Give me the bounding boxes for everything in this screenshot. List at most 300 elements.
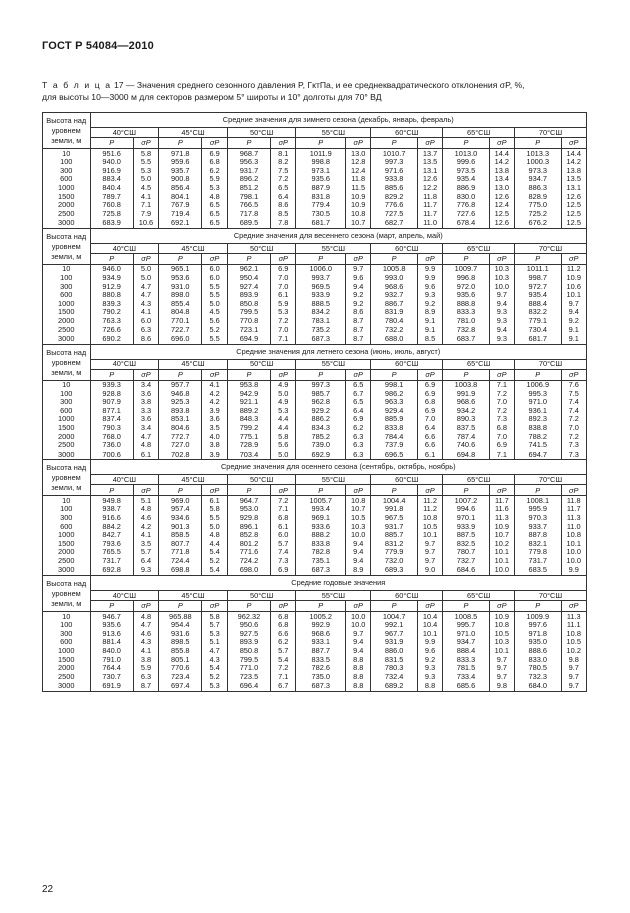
sigma-value: 5.1 [133, 496, 158, 505]
pressure-value: 683.5 [515, 565, 561, 576]
sigma-value: 7.1 [133, 201, 158, 210]
sigma-value: 7.3 [561, 449, 587, 460]
sigma-value: 7.8 [271, 218, 296, 229]
sigma-value: 5.0 [202, 299, 227, 308]
sigma-value: 10.1 [417, 531, 442, 540]
sigma-value: 9.6 [346, 273, 371, 282]
param-sigma-header: σP [561, 485, 587, 496]
pressure-value: 724.4 [159, 556, 202, 565]
sigma-value: 10.8 [346, 496, 371, 505]
pressure-value: 696.0 [159, 334, 202, 345]
latitude-header-row [43, 359, 587, 369]
sigma-value: 6.3 [346, 449, 371, 460]
latitude-header-row [43, 243, 587, 253]
sigma-value: 9.4 [346, 638, 371, 647]
pressure-value: 839.3 [90, 299, 133, 308]
pressure-value: 893.9 [227, 291, 270, 300]
height-value: 10 [43, 380, 91, 389]
parameter-header-row [43, 253, 587, 264]
caption-prefix: Т а б л и ц а [42, 80, 112, 90]
sigma-value: 4.6 [133, 629, 158, 638]
pressure-value: 771.0 [227, 664, 270, 673]
pressure-value: 1005.2 [296, 612, 346, 621]
height-value: 1500 [43, 308, 91, 317]
pressure-value: 993.7 [296, 273, 346, 282]
table-row [43, 264, 587, 273]
param-p-header: P [90, 253, 133, 264]
sigma-value: 6.8 [271, 612, 296, 621]
pressure-value: 837.4 [90, 415, 133, 424]
pressure-value: 991.8 [371, 505, 417, 514]
sigma-value: 12.6 [489, 192, 514, 201]
pressure-value: 739.0 [296, 441, 346, 450]
pressure-value: 935.6 [296, 175, 346, 184]
pressure-value: 993.0 [371, 273, 417, 282]
sigma-value: 9.7 [561, 681, 587, 692]
latitude-header: 65°СШ [443, 359, 515, 369]
sigma-value: 5.8 [271, 432, 296, 441]
pressure-value: 940.0 [90, 158, 133, 167]
latitude-header: 65°СШ [443, 591, 515, 601]
sigma-value: 11.7 [489, 496, 514, 505]
sigma-value: 6.9 [271, 264, 296, 273]
pressure-value: 837.5 [443, 423, 489, 432]
table-row [43, 175, 587, 184]
pressure-value: 780.3 [371, 664, 417, 673]
pressure-value: 840.4 [90, 183, 133, 192]
sigma-value: 8.8 [346, 672, 371, 681]
pressure-value: 935.0 [515, 638, 561, 647]
pressure-value: 730.5 [296, 209, 346, 218]
pressure-value: 723.5 [227, 672, 270, 681]
sigma-value: 6.8 [271, 621, 296, 630]
latitude-header: 65°СШ [443, 243, 515, 253]
sigma-value: 8.7 [133, 681, 158, 692]
pressure-value: 681.7 [515, 334, 561, 345]
param-sigma-header: σP [561, 138, 587, 149]
pressure-value: 858.5 [159, 531, 202, 540]
pressure-value: 730.7 [90, 672, 133, 681]
table-row [43, 496, 587, 505]
sigma-value: 10.3 [346, 522, 371, 531]
height-value: 1500 [43, 423, 91, 432]
sigma-value: 10.8 [561, 629, 587, 638]
param-p-header: P [371, 601, 417, 612]
sigma-value: 7.2 [561, 432, 587, 441]
sigma-value: 11.6 [489, 505, 514, 514]
pressure-value: 898.5 [159, 638, 202, 647]
height-column-header: Высота над уровнем земли, м [43, 344, 91, 380]
sigma-value: 6.9 [417, 389, 442, 398]
param-p-header: P [371, 485, 417, 496]
sigma-value: 8.8 [346, 655, 371, 664]
sigma-value: 5.0 [271, 449, 296, 460]
sigma-value: 9.3 [417, 672, 442, 681]
pressure-value: 962.32 [227, 612, 270, 621]
pressure-value: 912.9 [90, 282, 133, 291]
pressure-value: 1009.9 [515, 612, 561, 621]
height-value: 600 [43, 291, 91, 300]
table-row [43, 209, 587, 218]
caption-line-2: для высоты 10—3000 м для секторов размером 5° широты и 10° долготы для 70° ВД [42, 92, 382, 102]
table-row [43, 556, 587, 565]
sigma-value: 9.7 [561, 672, 587, 681]
pressure-value: 933.9 [296, 291, 346, 300]
param-sigma-header: σP [271, 601, 296, 612]
sigma-value: 6.0 [202, 264, 227, 273]
sigma-value: 4.1 [133, 192, 158, 201]
pressure-value: 765.5 [90, 548, 133, 557]
pressure-value: 969.1 [296, 513, 346, 522]
sigma-value: 6.1 [417, 449, 442, 460]
pressure-value: 959.6 [159, 158, 202, 167]
pressure-value: 935.6 [90, 621, 133, 630]
sigma-value: 5.4 [202, 548, 227, 557]
pressure-value: 763.3 [90, 316, 133, 325]
pressure-value: 853.1 [159, 415, 202, 424]
pressure-value: 886.3 [515, 183, 561, 192]
sigma-value: 5.0 [133, 273, 158, 282]
latitude-header: 70°СШ [515, 475, 587, 485]
sigma-value: 9.7 [489, 291, 514, 300]
pressure-value: 1011.9 [296, 149, 346, 158]
pressure-value: 916.9 [90, 166, 133, 175]
sigma-value: 11.1 [561, 621, 587, 630]
height-value: 300 [43, 629, 91, 638]
pressure-value: 698.8 [159, 565, 202, 576]
sigma-value: 5.3 [202, 681, 227, 692]
pressure-value: 953.0 [227, 505, 270, 514]
latitude-header: 60°СШ [371, 128, 443, 138]
pressure-value: 929.2 [296, 406, 346, 415]
pressure-table [42, 112, 587, 692]
sigma-value: 8.5 [271, 209, 296, 218]
param-p-header: P [159, 485, 202, 496]
pressure-value: 992.9 [296, 621, 346, 630]
document-header: ГОСТ Р 54084—2010 [42, 40, 154, 52]
latitude-header: 55°СШ [296, 591, 371, 601]
pressure-value: 934.9 [90, 273, 133, 282]
param-sigma-header: σP [561, 253, 587, 264]
pressure-value: 790.2 [90, 308, 133, 317]
latitude-header: 55°СШ [296, 128, 371, 138]
pressure-value: 971.8 [515, 629, 561, 638]
table-row [43, 432, 587, 441]
sigma-value: 3.4 [133, 423, 158, 432]
sigma-value: 4.8 [202, 531, 227, 540]
sigma-value: 8.6 [133, 334, 158, 345]
pressure-value: 831.8 [296, 192, 346, 201]
section-title-row [43, 344, 587, 359]
latitude-header: 40°СШ [90, 243, 159, 253]
pressure-value: 684.0 [515, 681, 561, 692]
sigma-value: 10.1 [417, 629, 442, 638]
pressure-value: 954.4 [159, 621, 202, 630]
param-p-header: P [159, 369, 202, 380]
sigma-value: 6.9 [346, 415, 371, 424]
page-number: 22 [42, 884, 54, 895]
param-p-header: P [371, 369, 417, 380]
pressure-value: 901.3 [159, 522, 202, 531]
pressure-value: 957.4 [159, 505, 202, 514]
sigma-value: 10.2 [489, 539, 514, 548]
sigma-value: 10.1 [489, 548, 514, 557]
pressure-value: 764.4 [90, 664, 133, 673]
height-value: 1000 [43, 531, 91, 540]
sigma-value: 14.2 [489, 158, 514, 167]
param-sigma-header: σP [489, 138, 514, 149]
sigma-value: 7.0 [489, 432, 514, 441]
sigma-value: 12.5 [489, 209, 514, 218]
sigma-value: 13.8 [489, 166, 514, 175]
pressure-value: 785.2 [296, 432, 346, 441]
caption-line-1 [42, 79, 597, 91]
height-value: 2000 [43, 548, 91, 557]
pressure-value: 968.7 [227, 149, 270, 158]
pressure-value: 953.8 [227, 380, 270, 389]
sigma-value: 4.9 [271, 398, 296, 407]
latitude-header: 45°СШ [159, 243, 228, 253]
sigma-value: 9.7 [417, 548, 442, 557]
sigma-value: 11.3 [561, 612, 587, 621]
sigma-value: 7.0 [561, 423, 587, 432]
sigma-value: 4.7 [133, 291, 158, 300]
pressure-value: 900.8 [159, 175, 202, 184]
sigma-value: 9.4 [489, 299, 514, 308]
sigma-value: 13.5 [561, 175, 587, 184]
latitude-header: 40°СШ [90, 475, 159, 485]
sigma-value: 9.7 [417, 556, 442, 565]
pressure-value: 689.3 [371, 565, 417, 576]
pressure-value: 993.4 [296, 505, 346, 514]
pressure-value: 927.5 [227, 629, 270, 638]
pressure-value: 973.3 [515, 166, 561, 175]
parameter-header-row [43, 138, 587, 149]
pressure-value: 892.3 [515, 415, 561, 424]
sigma-value: 6.4 [417, 423, 442, 432]
pressure-value: 995.3 [515, 389, 561, 398]
sigma-value: 8.7 [346, 316, 371, 325]
sigma-value: 11.7 [561, 505, 587, 514]
pressure-value: 888.2 [296, 531, 346, 540]
latitude-header: 65°СШ [443, 128, 515, 138]
sigma-value: 8.7 [346, 334, 371, 345]
pressure-value: 767.9 [159, 201, 202, 210]
sigma-value: 11.5 [346, 183, 371, 192]
sigma-value: 4.2 [202, 389, 227, 398]
pressure-value: 935.4 [443, 175, 489, 184]
pressure-value: 994.6 [443, 505, 489, 514]
pressure-value: 851.2 [227, 183, 270, 192]
latitude-header: 50°СШ [227, 128, 296, 138]
sigma-value: 4.1 [202, 380, 227, 389]
sigma-value: 4.4 [271, 415, 296, 424]
pressure-value: 992.1 [371, 621, 417, 630]
height-value: 300 [43, 282, 91, 291]
sigma-value: 5.0 [202, 522, 227, 531]
sigma-value: 4.3 [133, 638, 158, 647]
sigma-value: 12.8 [346, 158, 371, 167]
height-value: 600 [43, 638, 91, 647]
param-p-header: P [443, 369, 489, 380]
sigma-value: 9.7 [417, 539, 442, 548]
sigma-value: 12.5 [561, 209, 587, 218]
pressure-value: 779.9 [371, 548, 417, 557]
param-p-header: P [227, 485, 270, 496]
sigma-value: 4.6 [133, 513, 158, 522]
sigma-value: 5.7 [133, 548, 158, 557]
sigma-value: 7.3 [489, 415, 514, 424]
table-row [43, 201, 587, 210]
pressure-value: 970.1 [443, 513, 489, 522]
pressure-value: 973.5 [443, 166, 489, 175]
pressure-value: 768.0 [90, 432, 133, 441]
table-row [43, 646, 587, 655]
height-value: 1000 [43, 299, 91, 308]
sigma-value: 6.5 [346, 380, 371, 389]
sigma-value: 7.2 [271, 175, 296, 184]
pressure-value: 780.7 [443, 548, 489, 557]
pressure-value: 801.2 [227, 539, 270, 548]
sigma-value: 13.0 [489, 183, 514, 192]
pressure-value: 939.3 [90, 380, 133, 389]
sigma-value: 12.5 [561, 218, 587, 229]
pressure-value: 805.1 [159, 655, 202, 664]
section-title: Средние годовые значения [90, 576, 586, 591]
pressure-value: 702.8 [159, 449, 202, 460]
pressure-value: 1005.7 [296, 496, 346, 505]
pressure-value: 780.4 [371, 316, 417, 325]
param-sigma-header: σP [417, 253, 442, 264]
sigma-value: 6.3 [346, 432, 371, 441]
param-sigma-header: σP [133, 253, 158, 264]
sigma-value: 6.6 [271, 629, 296, 638]
sigma-value: 9.8 [489, 681, 514, 692]
pressure-value: 732.7 [443, 556, 489, 565]
sigma-value: 9.1 [561, 334, 587, 345]
sigma-value: 5.3 [271, 308, 296, 317]
param-p-header: P [296, 601, 346, 612]
pressure-value: 934.6 [159, 513, 202, 522]
param-p-header: P [443, 601, 489, 612]
pressure-value: 896.2 [227, 175, 270, 184]
pressure-value: 779.8 [515, 548, 561, 557]
param-p-header: P [515, 138, 561, 149]
sigma-value: 5.2 [202, 556, 227, 565]
sigma-value: 10.0 [561, 548, 587, 557]
sigma-value: 9.9 [417, 638, 442, 647]
pressure-value: 967.5 [371, 513, 417, 522]
pressure-value: 1007.2 [443, 496, 489, 505]
pressure-value: 681.7 [296, 218, 346, 229]
pressure-value: 781.0 [443, 316, 489, 325]
pressure-value: 971.0 [515, 398, 561, 407]
table-row [43, 672, 587, 681]
sigma-value: 6.3 [133, 325, 158, 334]
pressure-value: 886.9 [443, 183, 489, 192]
pressure-value: 732.3 [515, 672, 561, 681]
table-row [43, 449, 587, 460]
height-column-header: Высота над уровнем земли, м [43, 113, 91, 149]
pressure-value: 855.4 [159, 299, 202, 308]
sigma-value: 7.4 [561, 398, 587, 407]
pressure-value: 855.8 [159, 646, 202, 655]
pressure-value: 963.3 [371, 398, 417, 407]
latitude-header: 50°СШ [227, 475, 296, 485]
pressure-value: 998.7 [515, 273, 561, 282]
sigma-value: 4.1 [133, 531, 158, 540]
param-p-header: P [371, 138, 417, 149]
pressure-value: 689.5 [227, 218, 270, 229]
sigma-value: 11.0 [417, 218, 442, 229]
sigma-value: 5.3 [202, 629, 227, 638]
pressure-value: 782.8 [296, 548, 346, 557]
pressure-value: 788.2 [515, 432, 561, 441]
pressure-value: 798.1 [227, 192, 270, 201]
sigma-value: 4.8 [133, 505, 158, 514]
sigma-value: 8.6 [346, 308, 371, 317]
table-row [43, 158, 587, 167]
pressure-value: 731.7 [515, 556, 561, 565]
sigma-value: 11.8 [561, 496, 587, 505]
height-value: 10 [43, 149, 91, 158]
pressure-value: 969.5 [296, 282, 346, 291]
pressure-value: 687.3 [296, 681, 346, 692]
sigma-value: 12.5 [561, 201, 587, 210]
sigma-value: 4.1 [133, 646, 158, 655]
pressure-value: 888.4 [443, 646, 489, 655]
pressure-value: 931.6 [159, 629, 202, 638]
sigma-value: 5.5 [202, 282, 227, 291]
sigma-value: 10.4 [417, 612, 442, 621]
pressure-value: 986.2 [371, 389, 417, 398]
latitude-header: 50°СШ [227, 591, 296, 601]
param-sigma-header: σP [489, 485, 514, 496]
section-title-row [43, 576, 587, 591]
pressure-value: 692.1 [159, 218, 202, 229]
height-value: 10 [43, 264, 91, 273]
sigma-value: 11.2 [417, 505, 442, 514]
pressure-value: 790.3 [90, 423, 133, 432]
section-title: Средние значения для весеннего сезона (март, апрель, май) [90, 228, 586, 243]
latitude-header: 50°СШ [227, 359, 296, 369]
pressure-value: 886.7 [371, 299, 417, 308]
sigma-value: 5.8 [133, 149, 158, 158]
height-value: 2500 [43, 209, 91, 218]
pressure-value: 732.8 [443, 325, 489, 334]
table-row [43, 166, 587, 175]
pressure-value: 1005.8 [371, 264, 417, 273]
sigma-value: 10.1 [489, 646, 514, 655]
sigma-value: 10.8 [346, 209, 371, 218]
sigma-value: 6.0 [202, 273, 227, 282]
height-value: 1500 [43, 655, 91, 664]
pressure-value: 852.8 [227, 531, 270, 540]
sigma-value: 4.1 [133, 308, 158, 317]
sigma-value: 7.1 [489, 449, 514, 460]
pressure-value: 694.7 [515, 449, 561, 460]
pressure-value: 725.2 [515, 209, 561, 218]
sigma-value: 9.0 [417, 565, 442, 576]
height-value: 1000 [43, 183, 91, 192]
pressure-value: 1006.9 [515, 380, 561, 389]
pressure-value: 728.9 [227, 441, 270, 450]
sigma-value: 9.4 [346, 646, 371, 655]
sigma-value: 7.3 [271, 556, 296, 565]
param-p-header: P [227, 601, 270, 612]
sigma-value: 11.0 [561, 522, 587, 531]
pressure-value: 971.6 [371, 166, 417, 175]
